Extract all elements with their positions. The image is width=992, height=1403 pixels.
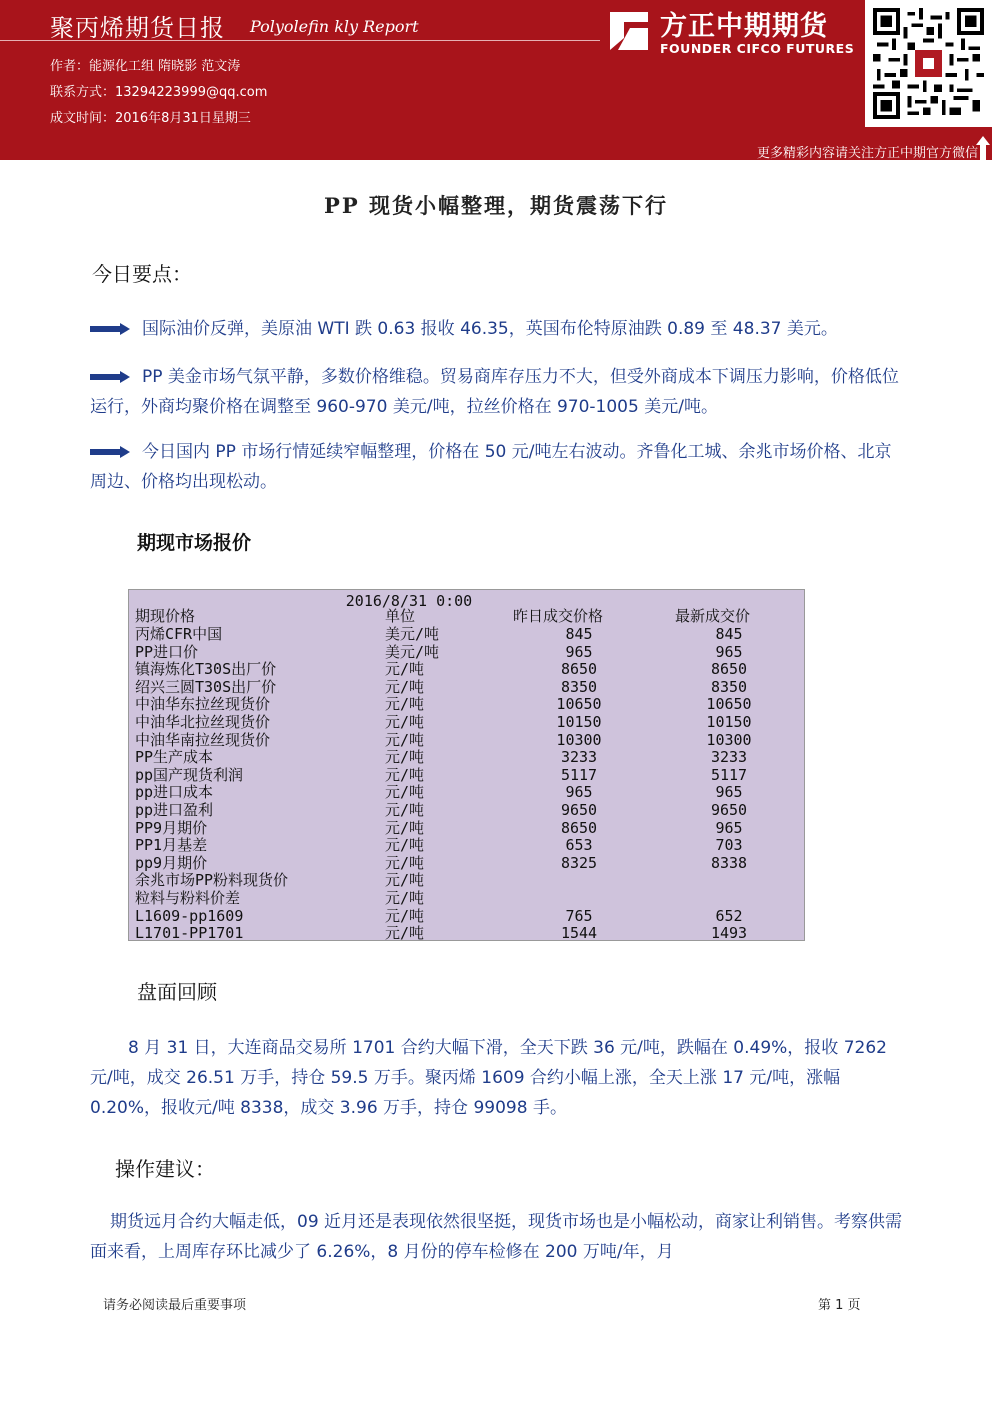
row-unit: 元/吨 [385, 677, 425, 696]
table-row [129, 784, 806, 802]
author-line: 作者：能源化工组 隋晓影 范文涛 [50, 59, 241, 74]
row-last-price: 8338 [710, 853, 748, 872]
footer-notice: 请务必阅读最后重要事项 [103, 1298, 247, 1313]
table-row [129, 749, 806, 767]
page-number: 第 1 页 [818, 1298, 861, 1313]
row-name: L1609-pp1609 [135, 906, 244, 925]
row-name: 粒料与粉料价差 [135, 889, 241, 907]
table-row [129, 626, 806, 644]
row-last-price: 9650 [710, 801, 748, 819]
row-name: pp9月期价 [135, 853, 208, 872]
row-prev-price: 965 [565, 783, 593, 802]
header-unit: 单位 [385, 607, 416, 625]
row-last-price: 10300 [706, 730, 752, 749]
table-row [129, 714, 806, 732]
header-prev-price: 昨日成交价格 [513, 607, 604, 625]
header-last-price: 最新成交价 [675, 607, 751, 625]
row-unit: 元/吨 [385, 695, 425, 714]
row-last-price: 965 [715, 642, 743, 661]
row-last-price: 3233 [710, 748, 748, 767]
row-prev-price: 3233 [560, 748, 598, 767]
table-header-row [129, 608, 806, 626]
row-prev-price: 1544 [560, 924, 598, 943]
row-unit: 元/吨 [385, 713, 425, 731]
logo-english-name: FOUNDER CIFCO FUTURES [660, 41, 855, 56]
logo-chinese-name: 方正中期期货 [660, 11, 828, 42]
row-name: 余兆市场PP粉料现货价 [135, 871, 289, 890]
document-title: PP 现货小幅整理，期货震荡下行 [324, 193, 668, 218]
wechat-qr-code [865, 0, 992, 127]
row-last-price: 965 [715, 818, 743, 837]
row-prev-price: 8650 [560, 818, 598, 837]
row-name: PP生产成本 [135, 748, 214, 767]
row-unit: 元/吨 [385, 853, 425, 872]
row-prev-price: 8350 [560, 677, 598, 696]
row-prev-price: 8325 [560, 853, 598, 872]
advice-heading: 操作建议： [115, 1157, 215, 1181]
row-name: pp进口盈利 [135, 801, 214, 819]
table-row [129, 925, 806, 943]
key-point-3 [90, 437, 905, 497]
row-unit: 元/吨 [385, 889, 425, 907]
table-row [129, 732, 806, 750]
follow-wechat-text: 更多精彩内容请关注方正中期官方微信 [756, 146, 978, 161]
row-unit: 元/吨 [385, 730, 425, 749]
company-logo-icon [606, 8, 652, 54]
report-header [0, 0, 992, 160]
header-name: 期现价格 [135, 607, 196, 625]
row-name: PP进口价 [135, 642, 199, 661]
bullet-arrow-icon [90, 446, 130, 458]
key-point-2 [90, 362, 905, 422]
table-row [129, 644, 806, 662]
report-title: 聚丙烯期货日报 [50, 14, 225, 42]
row-last-price: 965 [715, 783, 743, 802]
date-line: 成文时间：2016年8月31日星期三 [50, 111, 251, 126]
row-last-price: 1493 [710, 924, 748, 943]
key-point-1 [90, 314, 905, 344]
review-text: 8 月 31 日，大连商品交易所 1701 合约大幅下滑，全天下跌 36 元/吨，跌幅在 0.49%，报收 7262 元/吨，成交 26.51 万手，持仓 59.5 万手。聚丙烯 1609 合约小幅上涨，全天上涨 17 元/吨，涨幅 0.20%，报收元/吨 8338，成交 3.96 万手，持仓 99098 手。 [90, 1038, 887, 1118]
report-subtitle: Polyolefin kly Report [250, 17, 419, 36]
row-name: PP1月基差 [135, 836, 208, 855]
row-name: 丙烯CFR中国 [135, 625, 223, 643]
row-name: 镇海炼化T30S出厂价 [135, 660, 277, 679]
row-unit: 元/吨 [385, 924, 425, 943]
company-logo [600, 0, 865, 80]
row-unit: 元/吨 [385, 765, 425, 784]
row-unit: 元/吨 [385, 871, 425, 890]
bullet-arrow-icon [90, 371, 130, 383]
row-name: 中油华东拉丝现货价 [135, 695, 271, 714]
row-name: pp国产现货利润 [135, 765, 244, 784]
table-row [129, 802, 806, 820]
row-unit: 元/吨 [385, 660, 425, 679]
row-unit: 美元/吨 [385, 642, 440, 661]
row-last-price: 652 [715, 906, 743, 925]
table-row [129, 872, 806, 890]
table-row [129, 908, 806, 926]
review-heading: 盘面回顾 [137, 980, 217, 1004]
bullet-arrow-icon [90, 323, 130, 335]
row-prev-price: 8650 [560, 660, 598, 679]
advice-text: 期货远月合约大幅走低，09 近月还是表现依然很坚挺，现货市场也是小幅松动，商家让利销售。考察供需面来看，上周库存环比减少了 6.26%，8 月份的停车检修在 200 万吨/年，月 [90, 1212, 903, 1262]
row-name: L1701-PP1701 [135, 924, 244, 943]
key-points-heading: 今日要点： [92, 262, 192, 286]
table-row [129, 679, 806, 697]
row-name: 中油华北拉丝现货价 [135, 713, 271, 731]
quote-heading: 期现市场报价 [137, 532, 252, 554]
quote-table [128, 589, 805, 941]
row-last-price: 10650 [706, 695, 752, 714]
row-last-price: 5117 [710, 765, 748, 784]
table-row [129, 767, 806, 785]
row-prev-price: 9650 [560, 801, 598, 819]
row-last-price: 8350 [710, 677, 748, 696]
row-prev-price: 765 [565, 906, 593, 925]
row-last-price: 10150 [706, 713, 752, 731]
row-prev-price: 5117 [560, 765, 598, 784]
row-prev-price: 10150 [556, 713, 602, 731]
row-unit: 元/吨 [385, 818, 425, 837]
qr-code-icon [873, 8, 984, 119]
row-prev-price: 845 [565, 625, 593, 643]
table-row [129, 661, 806, 679]
key-point-text: 今日国内 PP 市场行情延续窄幅整理，价格在 50 元/吨左右波动。齐鲁化工城、余兆市场价格、北京周边、价格均出现松动。 [90, 442, 892, 492]
row-last-price: 845 [715, 625, 743, 643]
table-row [129, 837, 806, 855]
row-name: PP9月期价 [135, 818, 208, 837]
row-name: pp进口成本 [135, 783, 214, 802]
table-row [129, 696, 806, 714]
row-last-price: 703 [715, 836, 743, 855]
row-name: 绍兴三圆T30S出厂价 [135, 677, 277, 696]
row-unit: 元/吨 [385, 801, 425, 819]
row-unit: 元/吨 [385, 748, 425, 767]
row-unit: 元/吨 [385, 836, 425, 855]
up-arrow-icon [976, 136, 990, 160]
quote-datetime: 2016/8/31 0:00 [345, 592, 473, 610]
key-point-text: PP 美金市场气氛平静，多数价格维稳。贸易商库存压力不大，但受外商成本下调压力影响，价格低位运行，外商均聚价格在调整至 960-970 美元/吨，拉丝价格在 970-1005 美元/吨。 [90, 367, 899, 417]
row-unit: 元/吨 [385, 906, 425, 925]
key-point-text: 国际油价反弹，美原油 WTI 跌 0.63 报收 46.35，英国布伦特原油跌 0.89 至 48.37 美元。 [142, 319, 838, 339]
table-row [129, 820, 806, 838]
row-unit: 元/吨 [385, 783, 425, 802]
row-unit: 美元/吨 [385, 625, 440, 643]
row-prev-price: 10300 [556, 730, 602, 749]
row-last-price: 8650 [710, 660, 748, 679]
table-row [129, 855, 806, 873]
row-prev-price: 965 [565, 642, 593, 661]
row-name: 中油华南拉丝现货价 [135, 730, 271, 749]
contact-line: 联系方式：13294223999@qq.com [50, 85, 268, 100]
table-row [129, 890, 806, 908]
row-prev-price: 653 [565, 836, 593, 855]
row-prev-price: 10650 [556, 695, 602, 714]
